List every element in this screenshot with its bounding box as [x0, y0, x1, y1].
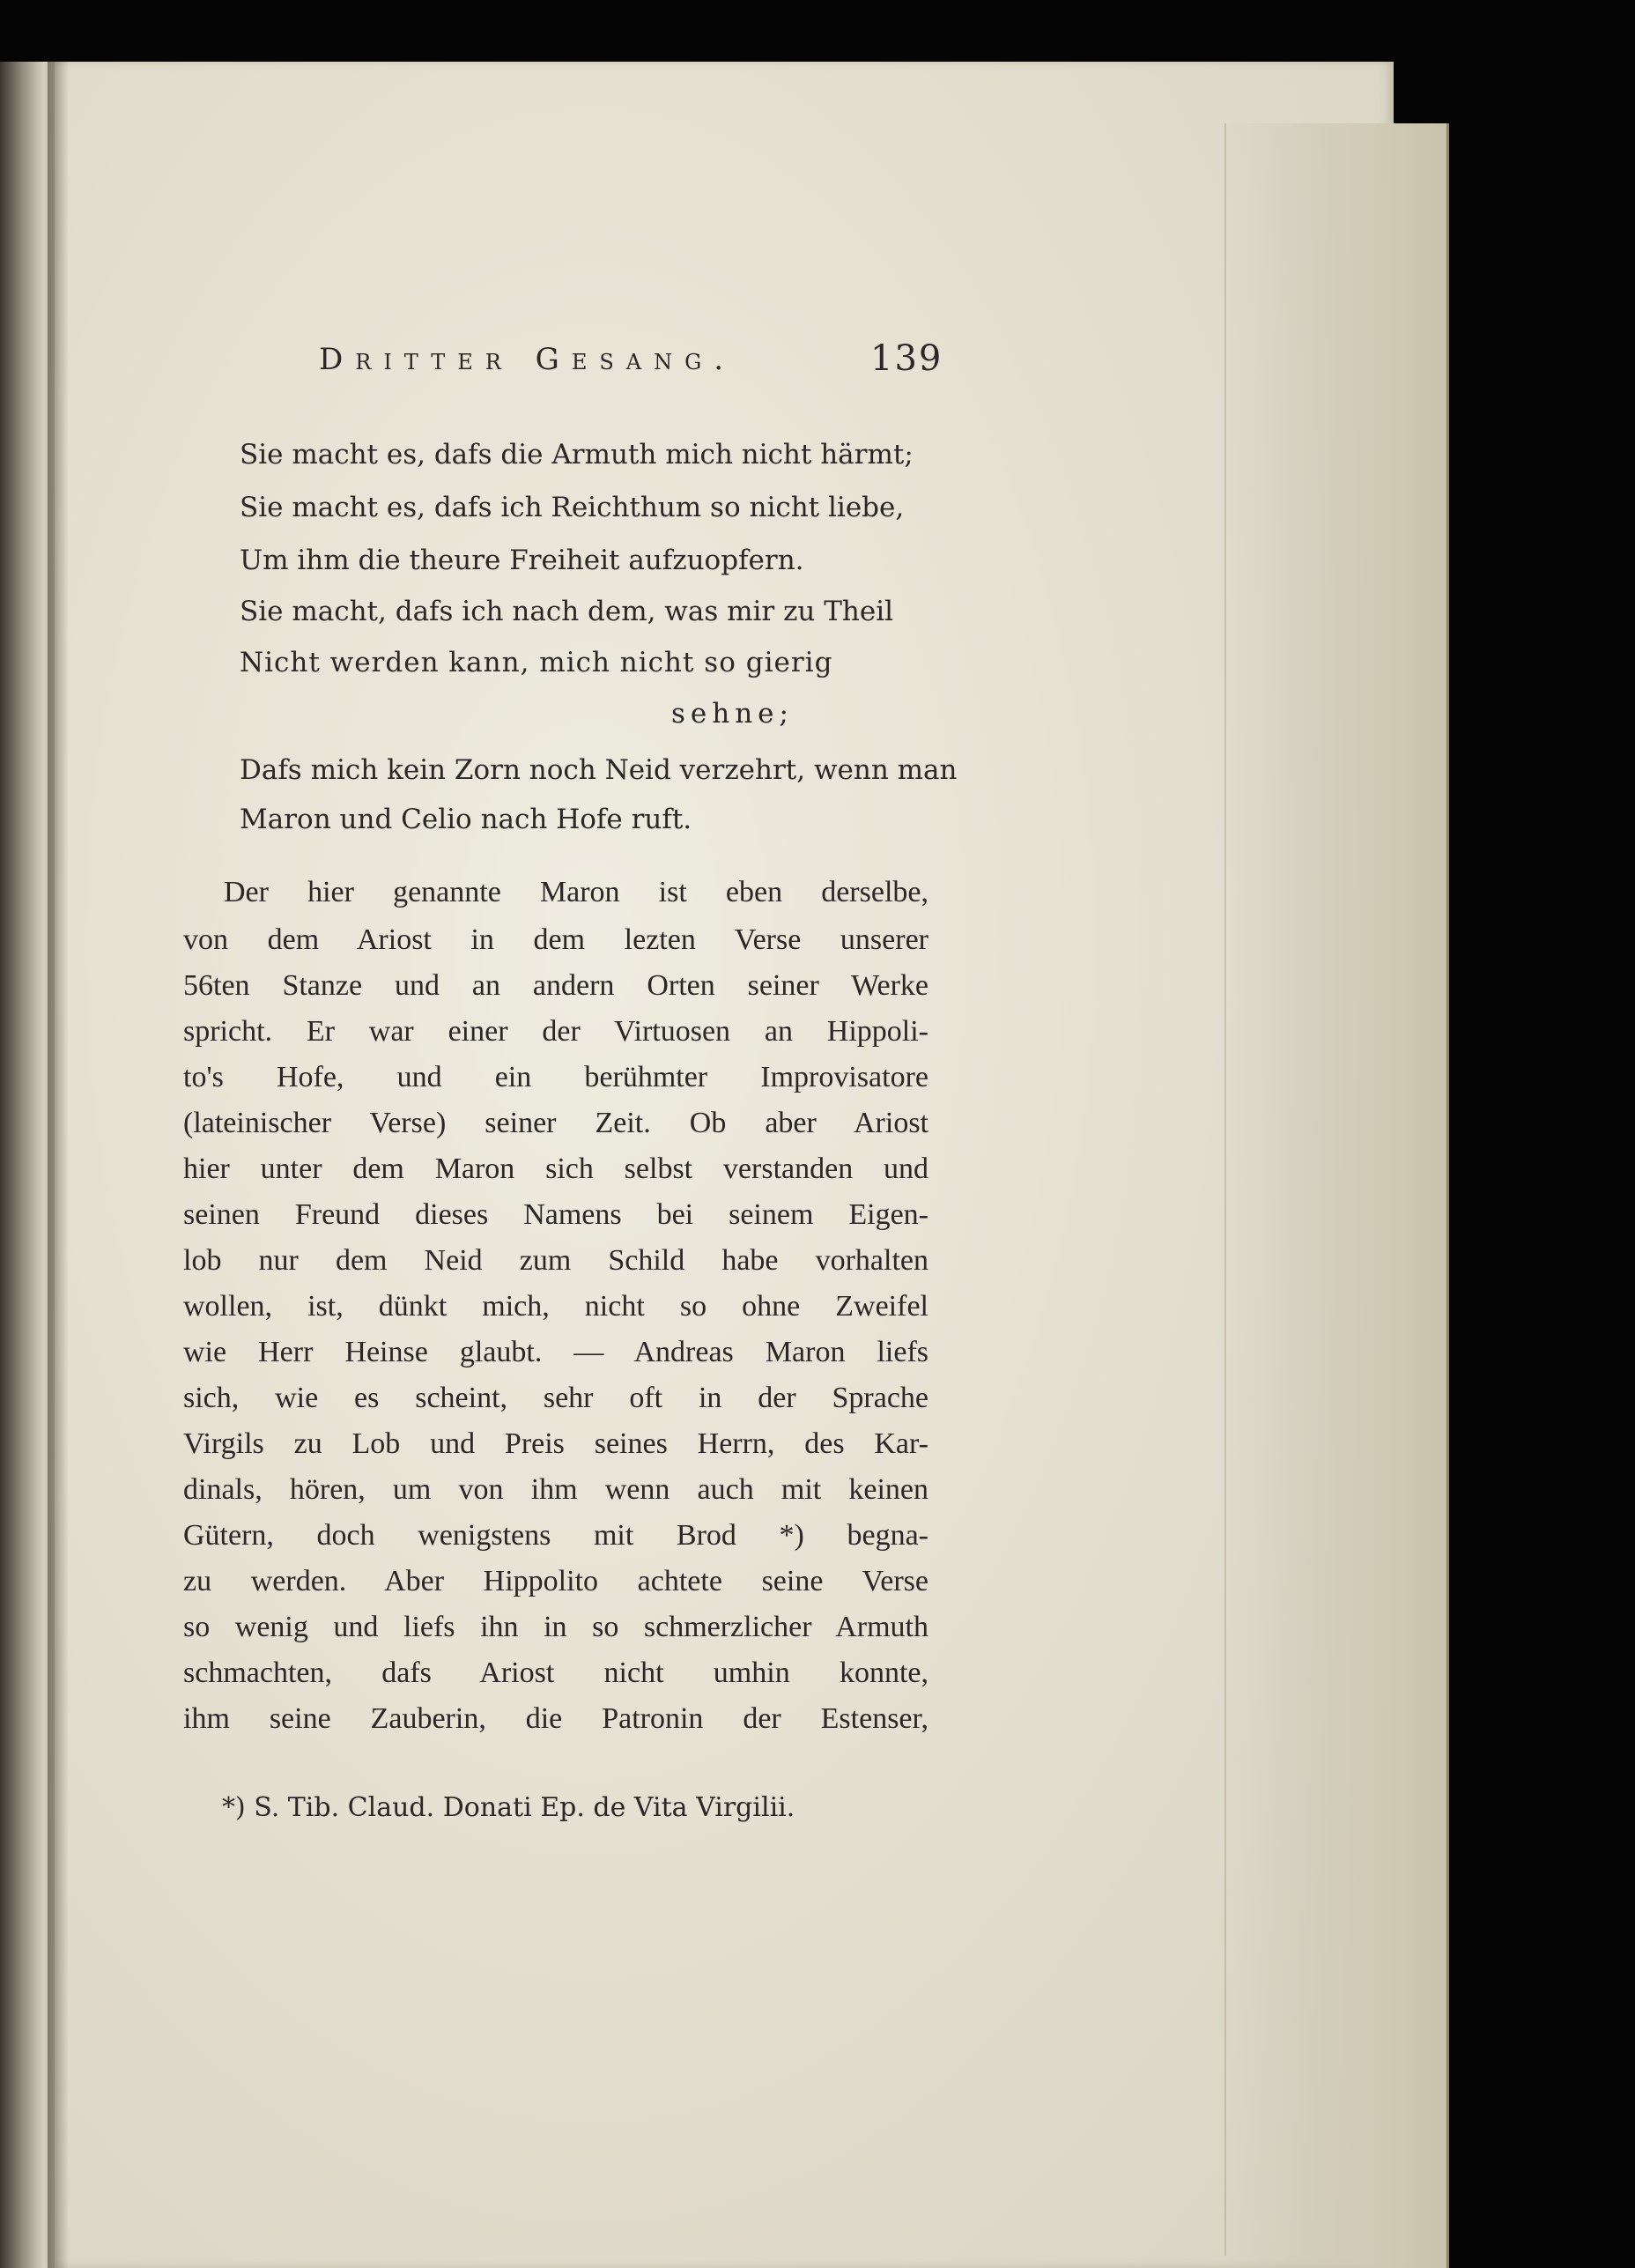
verse-line: Nicht werden kann, mich nicht so gierig — [240, 647, 833, 678]
prose-line: schmachten, dafs Ariost nicht umhin konnte, — [183, 1657, 928, 1689]
prose-line: lob nur dem Neid zum Schild habe vorhalten — [183, 1244, 928, 1277]
page-number: 139 — [870, 338, 943, 379]
prose-line: spricht. Er war einer der Virtuosen an Hippoli- — [183, 1015, 928, 1048]
prose-line: (lateinischer Verse) seiner Zeit. Ob aber Ariost — [183, 1107, 928, 1139]
verse-line: Sie macht, dafs ich nach dem, was mir zu Theil — [240, 596, 894, 627]
prose-line: to's Hofe, und ein berühmter Improvisatore — [183, 1061, 928, 1093]
verse-line: Um ihm die theure Freiheit aufzuopfern. — [240, 545, 804, 576]
prose-line: 56ten Stanze und an andern Orten seiner Werke — [183, 969, 928, 1002]
running-head — [319, 338, 953, 395]
prose-line: Gütern, doch wenigstens mit Brod *) begna- — [183, 1519, 928, 1552]
prose-line: hier unter dem Maron sich selbst verstanden und — [183, 1153, 928, 1185]
book-page — [55, 62, 1394, 2268]
prose-line: von dem Ariost in dem lezten Verse unserer — [183, 923, 928, 956]
verse-line: Sie macht es, dafs die Armuth mich nicht härmt; — [240, 439, 914, 471]
prose-line: sich, wie es scheint, sehr oft in der Sprache — [183, 1382, 928, 1414]
prose-line: wie Herr Heinse glaubt. — Andreas Maron liefs — [183, 1336, 928, 1368]
previous-page-edge — [0, 62, 55, 2268]
prose-line: Der hier genannte Maron ist eben derselbe, — [224, 876, 928, 908]
page-fore-edge — [1217, 123, 1449, 2268]
prose-line: wollen, ist, dünkt mich, nicht so ohne Zweifel — [183, 1290, 928, 1323]
verse-line: Maron und Celio nach Hofe ruft. — [240, 804, 692, 835]
prose-line: Virgils zu Lob und Preis seines Herrn, des Kar- — [183, 1427, 928, 1460]
prose-line: ihm seine Zauberin, die Patronin der Estenser, — [183, 1702, 928, 1735]
verse-line: sehne; — [671, 698, 794, 730]
footnote: *) S. Tib. Claud. Donati Ep. de Vita Virgilii. — [222, 1792, 795, 1823]
prose-line: so wenig und liefs ihn in so schmerzlicher Armuth — [183, 1611, 928, 1643]
prose-line: zu werden. Aber Hippolito achtete seine Verse — [183, 1565, 928, 1597]
running-head-title: Dritter Gesang. — [319, 342, 736, 377]
page-fold-line — [1224, 123, 1226, 2256]
prose-line: seinen Freund dieses Namens bei seinem Eigen- — [183, 1198, 928, 1231]
prose-line: dinals, hören, um von ihm wenn auch mit keinen — [183, 1473, 928, 1506]
verse-line: Dafs mich kein Zorn noch Neid verzehrt, wenn man — [240, 754, 958, 786]
binding-gutter — [48, 62, 69, 2268]
verse-line: Sie macht es, dafs ich Reichthum so nicht liebe, — [240, 492, 905, 523]
